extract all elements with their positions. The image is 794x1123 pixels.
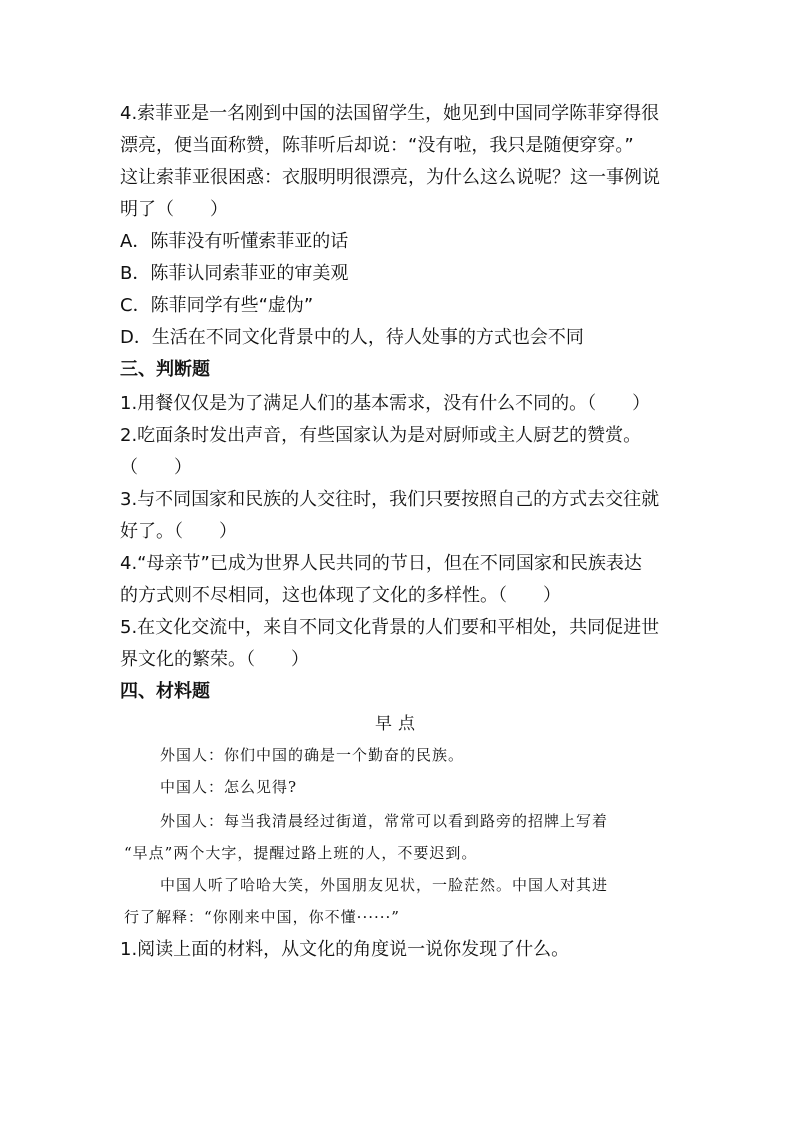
q4-stem-line-1: 4.索菲亚是一名刚到中国的法国留学生，她见到中国同学陈菲穿得很: [120, 103, 660, 124]
dialogue-line-1: 外国人：你们中国的确是一个勤奋的民族。: [160, 746, 465, 764]
q4-option-d: D．生活在不同文化背景中的人，待人处事的方式也会不同: [120, 327, 584, 348]
material-question-1: 1.阅读上面的材料，从文化的角度说一说你发现了什么。: [120, 939, 570, 960]
q4-stem-line-4: 明了（ ）: [120, 199, 228, 220]
tf-line-6: 4.“母亲节”已成为世界人民共同的节日，但在不同国家和民族表达: [120, 553, 642, 574]
q4-option-c: C．陈菲同学有些“虚伪”: [120, 295, 314, 316]
q4-stem-line-3: 这让索菲亚很困惑：衣服明明很漂亮，为什么这么说呢？这一事例说: [120, 167, 660, 188]
q4-option-b: B．陈菲认同索菲亚的审美观: [120, 263, 349, 284]
dialogue-line-2: 中国人：怎么见得?: [160, 778, 298, 796]
tf-line-1: 1.用餐仅仅是为了满足人们的基本需求，没有什么不同的。（ ）: [120, 393, 651, 414]
tf-line-3: （ ）: [120, 457, 192, 478]
tf-line-2: 2.吃面条时发出声音，有些国家认为是对厨师或主人厨艺的赞赏。: [120, 425, 642, 446]
dialogue-line-6: 行了解释：“你刚来中国，你不懂······”: [124, 908, 400, 926]
q4-stem-line-2: 漂亮，便当面称赞，陈菲听后却说：“没有啦，我只是随便穿穿。”: [120, 135, 634, 156]
section4-heading: 四、材料题: [120, 681, 210, 702]
dialogue-line-4: “早点”两个大字，提醒过路上班的人，不要迟到。: [124, 844, 478, 862]
dialogue-line-3: 外国人：每当我清晨经过街道，常常可以看到路旁的招牌上写着: [160, 812, 609, 830]
dialogue-line-5: 中国人听了哈哈大笑，外国朋友见状，一脸茫然。中国人对其进: [160, 876, 609, 894]
q4-option-a: A．陈菲没有听懂索菲亚的话: [120, 231, 349, 252]
tf-line-4: 3.与不同国家和民族的人交往时，我们只要按照自己的方式去交往就: [120, 489, 660, 510]
material-title: 早点: [375, 714, 421, 734]
tf-line-5: 好了。（ ）: [120, 521, 237, 542]
tf-line-9: 界文化的繁荣。（ ）: [120, 649, 309, 670]
tf-line-7: 的方式则不尽相同，这也体现了文化的多样性。（ ）: [120, 585, 561, 606]
section3-heading: 三、判断题: [120, 359, 210, 380]
tf-line-8: 5.在文化交流中，来自不同文化背景的人们要和平相处，共同促进世: [120, 617, 660, 638]
